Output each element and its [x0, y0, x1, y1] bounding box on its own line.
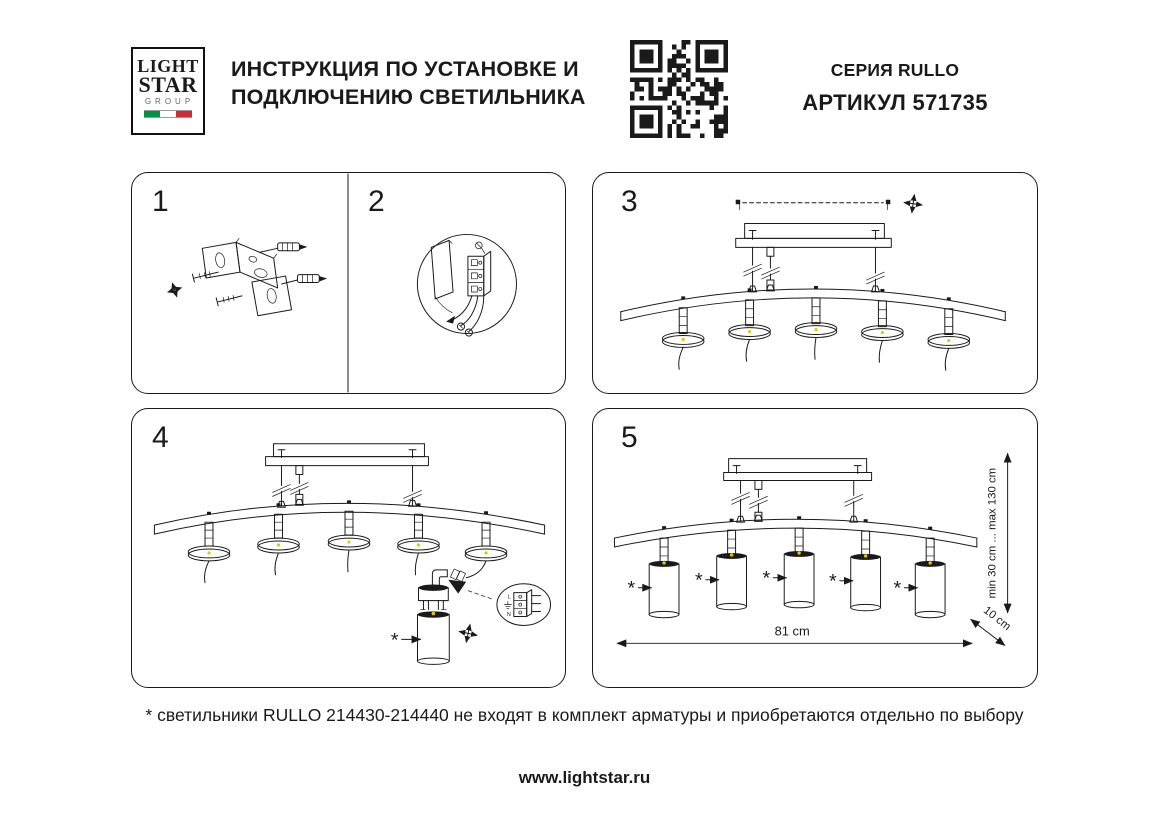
- dim-depth-label: 10 cm: [980, 604, 1013, 634]
- step-5-drawing: [593, 409, 1037, 687]
- page-title-line1: ИНСТРУКЦИЯ ПО УСТАНОВКЕ И: [231, 57, 579, 81]
- ceiling-canopy: [266, 444, 429, 466]
- step-4-drawing: [132, 409, 565, 687]
- series-article-block: [795, 60, 995, 116]
- logo-word-group: GROUP: [144, 97, 195, 106]
- shade-assembly: [627, 538, 679, 618]
- ceiling-canopy: [736, 224, 892, 248]
- ceiling-line: [736, 200, 891, 210]
- shade-assembly: [894, 538, 946, 618]
- dim-height-label: min 30 cm ... max 130 cm: [986, 467, 999, 599]
- page-title-line2: ПОДКЛЮЧЕНИЮ СВЕТИЛЬНИКА: [231, 84, 586, 109]
- flag-green: [144, 110, 160, 118]
- asterisk-marker: *: [762, 567, 771, 590]
- lightstar-logo: [131, 47, 205, 135]
- terminal-label-n: N: [506, 612, 511, 619]
- supply-wires: [446, 296, 484, 336]
- step-3-number: 3: [621, 185, 638, 218]
- qr-code: [630, 40, 728, 138]
- step-3-drawing: [593, 173, 1037, 393]
- article-label: АРТИКУЛ 571735: [802, 90, 988, 115]
- dimension-depth: [971, 604, 1013, 645]
- dimension-width: [617, 623, 971, 643]
- step-2-number: 2: [368, 185, 385, 218]
- asterisk-marker: *: [390, 629, 399, 652]
- wall-plug-1: [260, 243, 308, 252]
- asterisk-marker: *: [893, 577, 902, 600]
- lamp-holder: [729, 300, 771, 361]
- adjust-icon: [458, 623, 479, 644]
- connector-wire: [448, 561, 486, 594]
- shade-assembly: [695, 530, 747, 610]
- dimension-height: [987, 454, 1008, 613]
- lamp-holder: [465, 522, 507, 561]
- lamp-holder: [928, 309, 970, 370]
- footnote: * светильники RULLO 214430-214440 не входят в комплект арматуры и приобретаются отдельно по выбору: [145, 705, 1024, 725]
- lamp-holder: [398, 514, 440, 575]
- lamp-holder: [258, 514, 300, 575]
- asterisk-marker: *: [627, 577, 636, 600]
- asterisk-marker: *: [694, 569, 703, 592]
- shade-assembly: [762, 528, 814, 608]
- italian-flag-stripe: [144, 110, 192, 116]
- step-3-panel: [592, 172, 1038, 394]
- mounting-screw-2: [216, 295, 242, 305]
- logo-word-star: STAR: [138, 72, 198, 97]
- step-1-2-drawing: [132, 173, 565, 393]
- socket-adapter: [418, 570, 448, 610]
- wall-plug-2: [282, 275, 328, 284]
- step-1-number: 1: [152, 185, 169, 218]
- terminal-label-l: L: [507, 594, 511, 601]
- dim-width-label: 81 cm: [774, 623, 810, 639]
- step-5-panel: [592, 408, 1038, 688]
- website-url: www.lightstar.ru: [518, 768, 651, 787]
- suspension-rods: [732, 480, 863, 522]
- lamp-holder: [662, 308, 704, 369]
- shade-assembly: [829, 531, 881, 611]
- ceiling-canopy: [724, 459, 872, 481]
- wiring-detail-circle: [417, 234, 516, 336]
- suspension-rods: [744, 247, 885, 292]
- lamp-shades: [627, 528, 945, 618]
- lamp-holder: [795, 298, 837, 359]
- wall-plate: [431, 240, 453, 312]
- screw-icon: [166, 281, 183, 298]
- adjust-icon: [903, 194, 923, 214]
- page-title: [231, 56, 631, 111]
- logo-word-light: LIGHT: [137, 56, 199, 76]
- series-label: СЕРИЯ RULLO: [830, 60, 960, 80]
- step-4-panel: [131, 408, 566, 688]
- earth-icon: [504, 602, 511, 609]
- lamp-holder: [188, 522, 230, 583]
- step-5-number: 5: [621, 421, 638, 454]
- flag-white: [160, 110, 176, 118]
- terminal-block: [468, 242, 491, 296]
- lamp-holder: [328, 511, 370, 572]
- asterisk-marker: *: [829, 570, 837, 593]
- step-1-2-panel: [131, 172, 566, 394]
- lamp-shade: [418, 611, 450, 664]
- flag-red: [176, 110, 192, 118]
- step-4-number: 4: [152, 421, 169, 454]
- terminal-detail: [468, 584, 550, 626]
- lamp-holder: [862, 301, 904, 362]
- shade-pointer: [391, 629, 421, 651]
- lamp-holders: [662, 298, 969, 370]
